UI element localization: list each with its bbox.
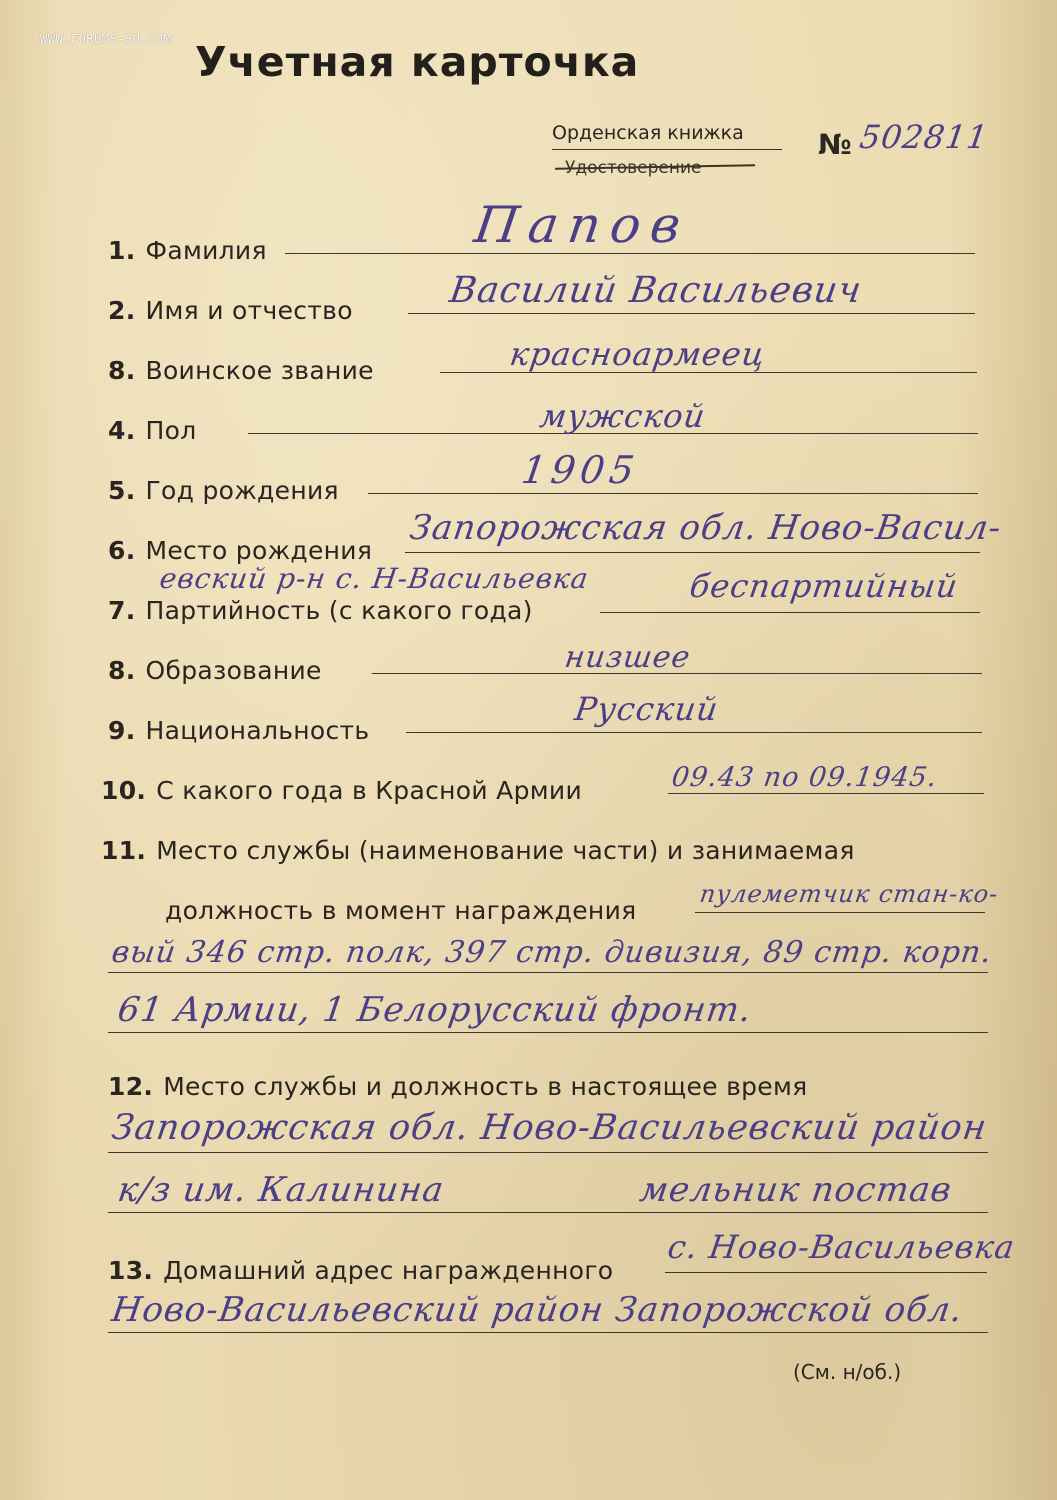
field-line bbox=[668, 793, 984, 794]
card-number: 502811 bbox=[857, 118, 991, 156]
field-line bbox=[665, 1272, 987, 1273]
field-surname-value: Папов bbox=[470, 196, 694, 254]
number-label: № bbox=[818, 128, 852, 161]
field-line bbox=[405, 552, 980, 553]
field-line bbox=[368, 493, 978, 494]
field-home-address-value: с. Ново-Васильевка bbox=[665, 1228, 1018, 1266]
field-line bbox=[600, 612, 980, 613]
see-reverse-note: (См. н/об.) bbox=[793, 1360, 902, 1384]
field-line bbox=[108, 1152, 988, 1153]
field-current-place-label: 12. Место службы и должность в настоящее время bbox=[108, 1072, 808, 1101]
field-birth-year-label: 5. Год рождения bbox=[108, 476, 339, 505]
field-nationality-label: 9. Национальность bbox=[108, 716, 370, 745]
field-current-place-value: Запорожская обл. Ново-Васильевский район bbox=[109, 1108, 990, 1148]
field-sex-value: мужской bbox=[537, 397, 709, 435]
field-army-since-label: 10. С какого года в Красной Армии bbox=[101, 776, 582, 805]
field-current-place-value-3: мельник постав bbox=[637, 1170, 955, 1210]
field-name-label: 2. Имя и отчество bbox=[108, 296, 353, 325]
field-party-label: 7. Партийность (с какого года) bbox=[108, 596, 533, 625]
orden-book-label: Орденская книжка bbox=[552, 122, 744, 144]
field-service-place-value: пулеметчик стан-ко- bbox=[698, 880, 1001, 908]
certificate-label: Удостоверение bbox=[565, 158, 702, 178]
field-line bbox=[408, 313, 975, 314]
field-service-place-value-2: вый 346 стр. полк, 397 стр. дивизия, 89 стр. корп. bbox=[109, 935, 995, 970]
orden-underline bbox=[552, 149, 782, 150]
field-current-place-value-2: к/з им. Калинина bbox=[115, 1170, 447, 1210]
field-service-place-label: 11. Место службы (наименование части) и занимаемая bbox=[101, 836, 855, 865]
field-rank-label: 8. Воинское звание bbox=[108, 356, 374, 385]
watermark: WWW.FORUMS-SU.COM bbox=[40, 32, 172, 46]
field-birth-year-value: 1905 bbox=[518, 448, 642, 492]
field-line bbox=[695, 912, 985, 913]
field-birthplace-value: Запорожская обл. Ново-Васил- bbox=[407, 508, 1005, 548]
field-line bbox=[108, 1332, 988, 1333]
field-home-address-label: 13. Домашний адрес награжденного bbox=[108, 1256, 614, 1285]
field-line bbox=[108, 1212, 988, 1213]
field-birthplace-value-2: евский р-н с. Н-Васильевка bbox=[157, 562, 591, 595]
field-army-since-value: 09.43 по 09.1945. bbox=[669, 762, 940, 793]
field-rank-value: красноармеец bbox=[507, 335, 768, 373]
field-surname-label: 1. Фамилия bbox=[108, 236, 267, 265]
field-birthplace-label: 6. Место рождения bbox=[108, 536, 373, 565]
field-service-place-value-3: 61 Армии, 1 Белорусский фронт. bbox=[115, 990, 755, 1030]
field-service-place-label-2: должность в момент награждения bbox=[165, 896, 637, 925]
field-home-address-value-2: Ново-Васильевский район Запорожской обл. bbox=[109, 1290, 966, 1330]
field-line bbox=[108, 972, 988, 973]
field-education-value: низшее bbox=[562, 640, 693, 675]
field-line bbox=[108, 1032, 988, 1033]
field-sex-label: 4. Пол bbox=[108, 416, 197, 445]
field-party-value: беспартийный bbox=[687, 567, 961, 605]
page-title: Учетная карточка bbox=[195, 38, 640, 86]
field-education-label: 8. Образование bbox=[108, 656, 322, 685]
field-name-value: Василий Васильевич bbox=[447, 270, 865, 311]
field-line bbox=[406, 732, 982, 733]
field-nationality-value: Русский bbox=[572, 690, 721, 728]
